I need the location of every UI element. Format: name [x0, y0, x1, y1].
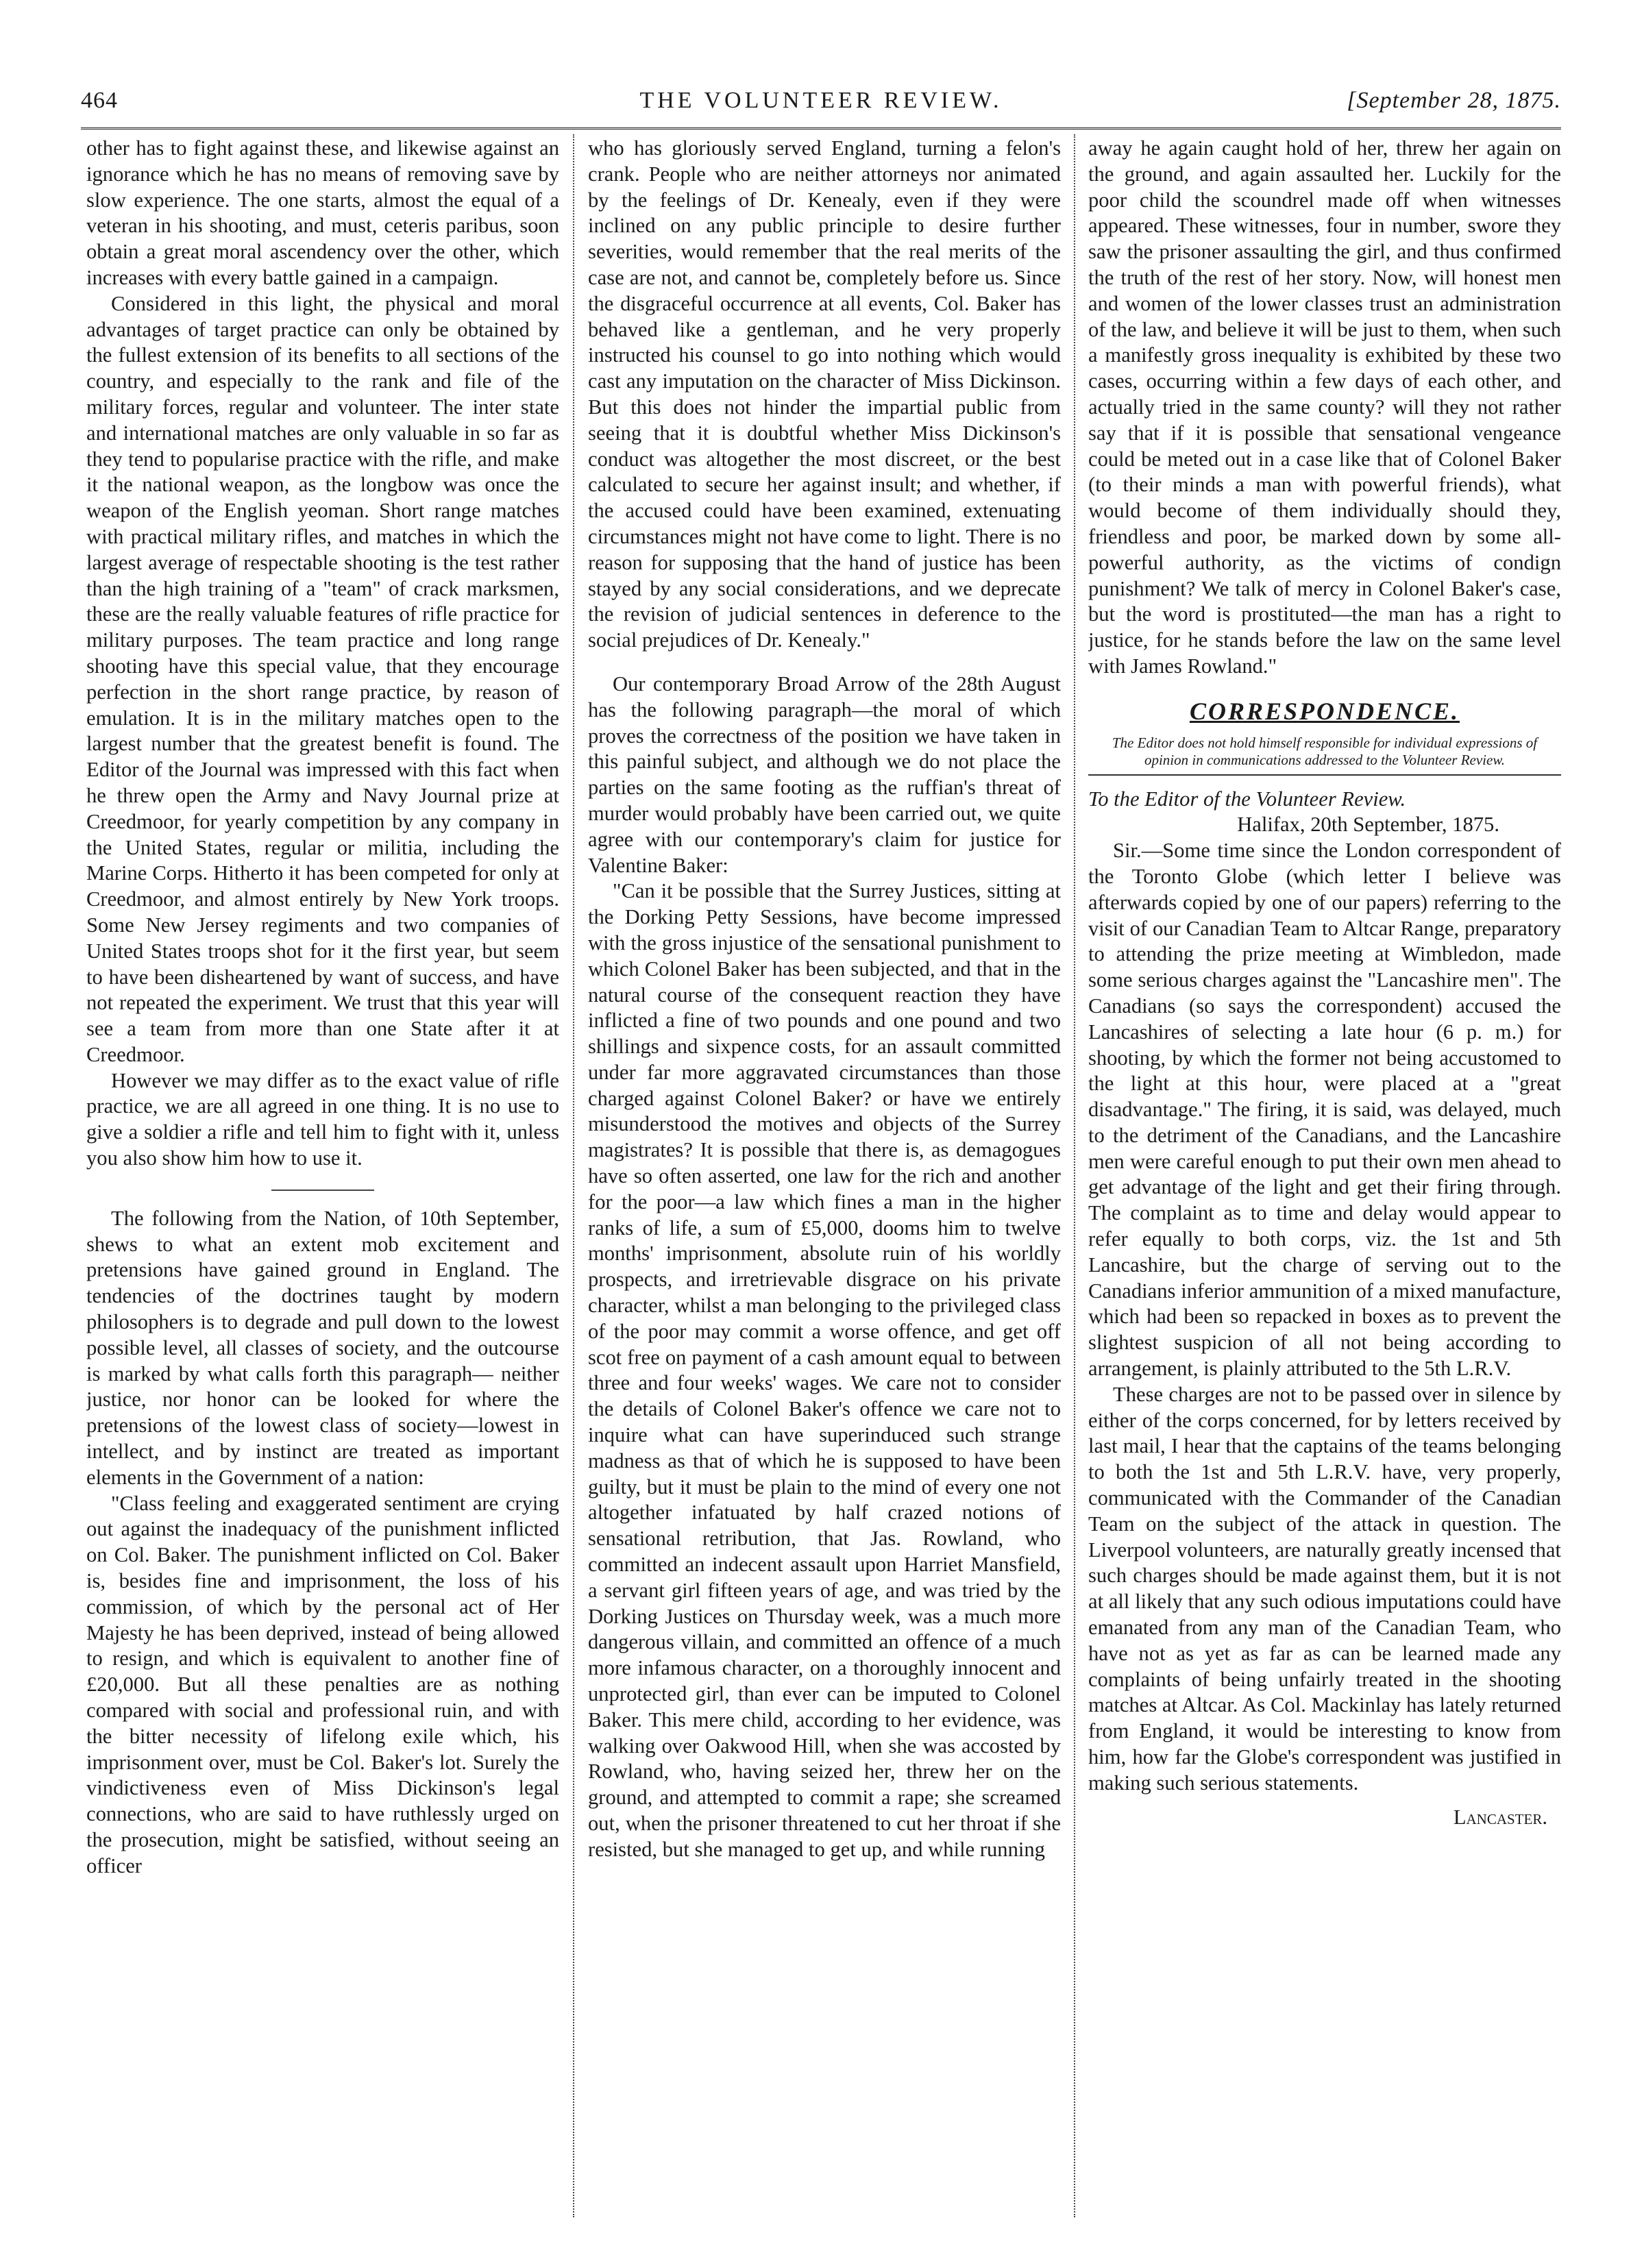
col1-paragraph-4: The following from the Nation, of 10th September, shews to what an extent mob excitement and pretensions have gained ground in England. The tendencies of the doctrines taught by modern philosophers is to degrade and pull down to the lowest possible level, all classes of society, and the outcourse is marked by what calls forth this paragraph— neither justice, nor honor can be looked for where the pretensions of the lowest class of society—lowest in intellect, and by instinct are treated as important elements in the Government of a nation: — [86, 1206, 559, 1489]
column-1 — [86, 136, 559, 2219]
column-2 — [588, 136, 1061, 2219]
col1-paragraph-1: other has to fight against these, and likewise against an ignorance which he has no means of removing save by slow experience. The one starts, almost the equal of a veteran in his shooting, and must, ceteris paribus, soon obtain a great moral ascendency over the other, which increases with every battle gained in a campaign. — [86, 136, 559, 289]
col1-paragraph-5: "Class feeling and exaggerated sentiment are crying out against the inadequacy of the punishment inflicted on Col. Baker. The punishment inflicted on Col. Baker is, besides fine and imprisonment, the loss of his commission, of which by the personal act of Her Majesty he has been deprived, instead of being allowed to resign, and which is equivalent to another fine of £20,000. But all these penalties are as nothing compared with social and professional ruin, and with the bitter necessity of lifelong exile which, his imprisonment over, must be Col. Baker's lot. Surely the vindictiveness even of Miss Dickinson's legal connections, who are said to have ruthlessly urged on the prosecution, might be satisfied, without seeing an officer — [86, 1491, 559, 1877]
col1-paragraph-3: However we may differ as to the exact value of rifle practice, we are all agreed in one thing. It is no use to give a soldier a rifle and tell him to fight with it, unless you also show him how to use it. — [86, 1068, 559, 1170]
section-title: CORRESPONDENCE. — [1189, 697, 1460, 725]
column-3 — [1088, 136, 1561, 2219]
col2-paragraph-1: who has gloriously served England, turning a felon's crank. People who are neither attorneys nor animated by the feelings of Dr. Kenealy, even if they were inclined on any public principle to desire further severities, would remember that the real merits of the case are not, and cannot be, completely before us. Since the disgraceful occurrence at all events, Col. Baker has behaved like a gentleman, and he very properly instructed his counsel to go into nothing which would cast any imputation on the character of Miss Dickinson. But this does not hinder the impartial public from seeing that it is doubtful whether Miss Dickinson's conduct was altogether the most discreet, or the best calculated to secure her against insult; and whether, if the accused could have been examined, extenuating circumstances might not have come to light. There is no reason for supposing that the hand of justice has been stayed by any social considerations, and we deprecate the revision of judicial sentences in deference to the social prejudices of Dr. Kenealy." — [588, 136, 1061, 652]
letter-paragraph-1: Sir.—Some time since the London correspondent of the Toronto Globe (which letter I believe was afterwards copied by one of our papers) referring to the visit of our Canadian Team to Altcar Range, preparatory to attending the prize meeting at Wimbledon, made some serious charges against the "Lancashire men". The Canadians (so says the correspondent) accused the Lancashires of selecting a late hour (6 p. m.) for shooting, by which the former not being accustomed to the light at this hour, were placed at a "great disadvantage." The firing, it is said, was delayed, much to the detriment of the Canadians, and the Lancashire men were careful enough to put their own men ahead to get advantage of the light and get their firing through. The complaint as to time and delay would appear to refer equally to both corps, viz. the 1st and 5th Lancashire, but the charge of serving out to the Canadians inferior ammunition of a mixed manufacture, which had been so repacked in boxes as to prevent the slightest suspicion of all not being according to arrangement, is plainly attributed to the 5th L.R.V. — [1088, 839, 1561, 1381]
column-rule-left — [573, 134, 574, 2217]
letter-addressee: To the Editor of the Volunteer Review. — [1088, 787, 1406, 811]
page-header — [81, 88, 1561, 123]
running-title: THE VOLUNTEER REVIEW. — [639, 88, 1003, 113]
article-separator — [271, 1190, 374, 1191]
col2-paragraph-2: Our contemporary Broad Arrow of the 28th August has the following paragraph—the moral of which proves the correctness of the position we have taken in this painful subject, and although we do not place the parties on the same footing as the ruffian's threat of murder would probably have been carried out, we quite agree with our contemporary's claim for justice for Valentine Baker: — [588, 671, 1061, 877]
header-rule — [81, 127, 1561, 130]
letter-paragraph-2: These charges are not to be passed over in silence by either of the corps concerned, for by letters received by last mail, I hear that the captains of the teams belonging to both the 1st and 5th L.R.V. have, very properly, communicated with the Commander of the Canadian Team on the subject of the attack in question. The Liverpool volunteers, are naturally greatly incensed that such charges should be made against them, but it is not at all likely that any such odious imputations could have emanated from any man of the Canadian Team, who have not as yet as far as can be learned made any complaints of being unfairly treated in the shooting matches at Altcar. As Col. Mackinlay has lately returned from England, it would be interesting to know from him, how far the Globe's correspondent was justified in making such serious statements. — [1088, 1382, 1561, 1795]
editor-disclaimer: The Editor does not hold himself responsible for individual expressions of opinion in communications addressed to the Volunteer Review. — [1088, 735, 1561, 776]
col3-paragraph-1: away he again caught hold of her, threw her again on the ground, and again assaulted her. Luckily for the poor child the scoundrel made off when witnesses appeared. These witnesses, four in number, swore they saw the prisoner assaulting the girl, and thus confirmed the truth of the rest of her story. Now, will honest men and women of the lower classes trust an administration of the law, and believe it will be just to them, when such a manifestly gross inequality is exhibited by these two cases, occurring within a few days of each other, and actually tried in the same county? will they not rather say that if it is possible that sensational vengeance could be meted out in a case like that of Colonel Baker (to their minds a man with powerful friends), what would become of them individually should they, friendless and poor, be marked down by some all-powerful authority, as the victims of condign punishment? We talk of mercy in Colonel Baker's case, but the word is prostituted—the man has a right to justice, for he stands before the law on the same level with James Rowland." — [1088, 136, 1561, 678]
column-rule-right — [1074, 134, 1075, 2217]
col1-paragraph-2: Considered in this light, the physical and moral advantages of target practice can only be obtained by the fullest extension of its benefits to all sections of the country, and especially to the rank and file of the military forces, regular and volunteer. The inter state and international matches are only valuable in so far as they tend to popularise practice with the rifle, and make it the national weapon, as the longbow was once the weapon of the English yeoman. Short range matches with practical military rifles, and matches in which the largest average of respectable shooting is the test rather than the high training of a "team" of crack marksmen, these are the really valuable features of rifle practice for military purposes. The team practice and long range shooting have this special value, that they encourage perfection in the short range practice, by reason of emulation. It is in the military matches open to the largest number that the greatest benefit is found. The Editor of the Journal was impressed with this fact when he threw open the Army and Navy Journal prize at Creedmoor, for yearly competition by any company in the United States, regular or militia, including the Marine Corps. Hitherto it has been competed for only at Creedmoor, and almost entirely by New York troops. Some New Jersey regiments and two companies of United States troops shot for it the first year, but seem to have been disheartened by want of success, and have not repeated the experiment. We trust that this year will see a team from more than one State after it at Creedmoor. — [86, 291, 559, 1066]
letter-signature: Lancaster. — [1453, 1805, 1547, 1829]
letter-dateline: Halifax, 20th September, 1875. — [1237, 813, 1499, 837]
page-number: 464 — [81, 88, 118, 113]
col2-paragraph-3: "Can it be possible that the Surrey Justices, sitting at the Dorking Petty Sessions, have become impressed with the gross injustice of the sensational punishment to which Colonel Baker has been subjected, and that in the natural course of the consequent reaction they have inflicted a fine of two pounds and one pound and two shillings and sixpence costs, for an assault committed under far more aggravated circumstances than those charged against Colonel Baker? or have we entirely misunderstood the motives and objects of the Surrey magistrates? It is possible that there is, as demagogues have so often asserted, one law for the rich and another for the poor—a law which fines a man in the higher ranks of life, a sum of £5,000, dooms him to twelve months' imprisonment, absolute ruin of his worldly prospects, and irretrievable disgrace on his private character, whilst a man belonging to the privileged class of the poor may commit a worse offence, and get off scot free on payment of a cash amount equal to between three and four weeks' wages. We care not to consider the details of Colonel Baker's offence we care not to inquire what can have superinduced such strange madness as that of which he is supposed to have been guilty, but it must be plain to the mind of every one not altogether infatuated by half crazed notions of sensational retribution, that Jas. Rowland, who committed an indecent assault upon Harriet Mansfield, a servant girl fifteen years of age, and was tried by the Dorking Justices on Thursday week, was a much more dangerous villain, and committed an offence of a much more infamous character, on a thoroughly innocent and unprotected girl, than ever can be imputed to Colonel Baker. This mere child, according to her evidence, was walking over Oakwood Hill, when she was accosted by Rowland, who, having seized her, threw her on the ground, and attempted to commit a rape; she screamed out, when the prisoner threatened to cut her throat if she resisted, but she managed to get up, and while running — [588, 879, 1061, 1861]
issue-date: [September 28, 1875. — [1347, 88, 1561, 113]
